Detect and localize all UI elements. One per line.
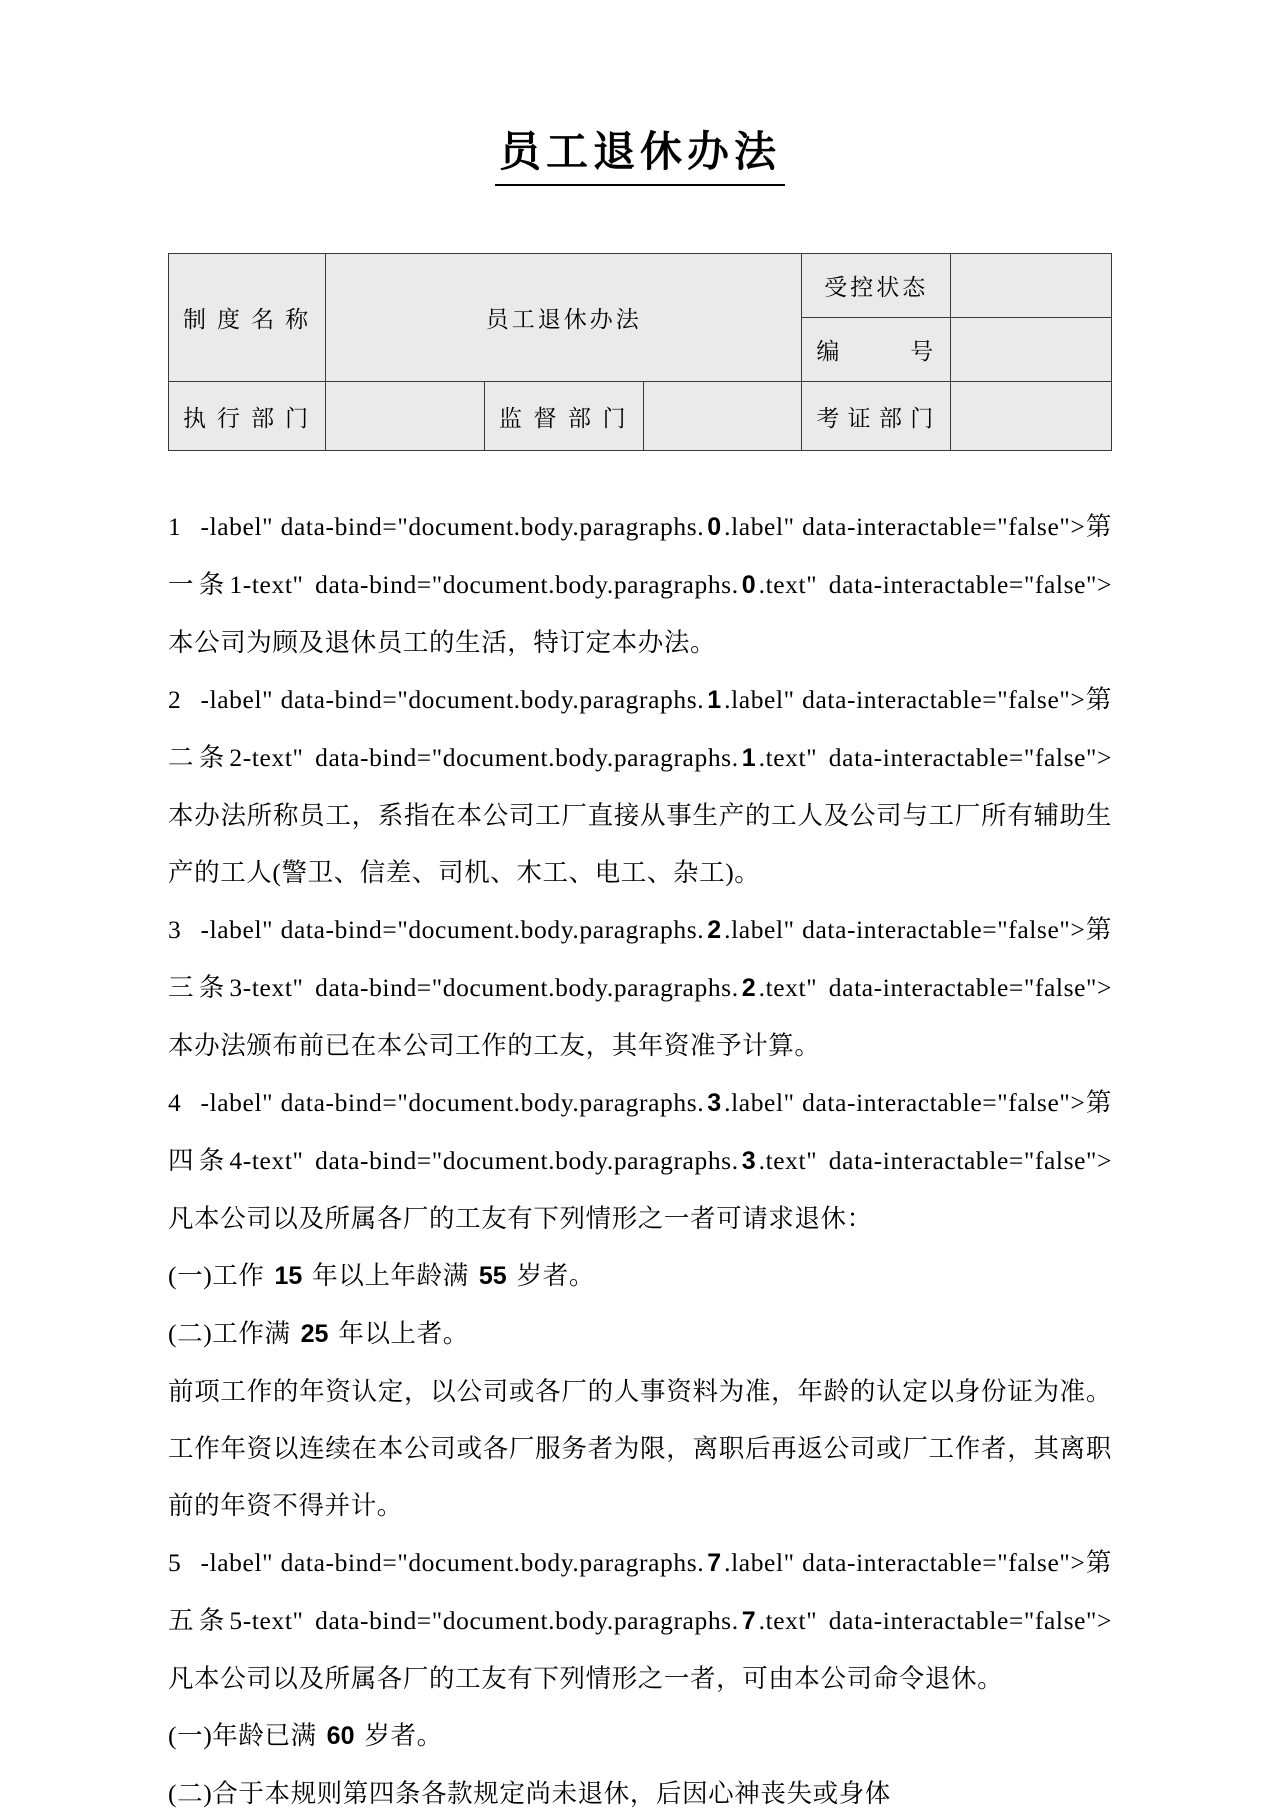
inline-number: 1 bbox=[741, 744, 756, 772]
executing-department-value[interactable] bbox=[326, 382, 485, 451]
inline-number: 2 bbox=[707, 916, 722, 944]
inline-number: 3 bbox=[741, 1147, 756, 1175]
inline-number: 7 bbox=[741, 1607, 756, 1635]
article-<span class=: 3 bbox=[229, 973, 243, 1002]
inline-number: 1 bbox=[707, 686, 722, 714]
supervising-department-label: 监督部门 bbox=[484, 382, 643, 451]
article-<span class=: 3 bbox=[168, 915, 182, 944]
serial-number-value[interactable] bbox=[951, 318, 1112, 382]
article-5-item-2: (二)合于本规则第四条各款规定尚未退休，后因心神丧失或身体 bbox=[168, 1779, 891, 1808]
article-<span class=: 2 bbox=[229, 743, 243, 772]
page-title-text: 员工退休办法 bbox=[495, 128, 785, 186]
article-<span class=: 1 bbox=[168, 512, 182, 541]
document-body bbox=[168, 498, 1112, 1810]
inline-number: 0 bbox=[741, 571, 756, 599]
article-<span class=: 4 bbox=[168, 1088, 182, 1117]
article-5-item-1: (一)年龄已满 60 岁者。 bbox=[168, 1721, 443, 1750]
supervising-department-value[interactable] bbox=[643, 382, 802, 451]
table-row bbox=[169, 382, 1112, 451]
article-2-paragraph: 2 -label" data-bind="document.body.paragraphs. 1 .label" data-interactable="false">第二条2-text" data-bind="document.body.paragraphs. 1 .text" data-interactable="false">本办法所称员工，系指在本公司工厂直接从事生产的工人及公司与工厂所有辅助生产的工人(警卫、信差、司机、木工、电工、杂工)。 bbox=[168, 685, 1112, 887]
page-title bbox=[0, 128, 1280, 186]
executing-department-label: 执行部门 bbox=[169, 382, 326, 451]
controlled-status-value[interactable] bbox=[951, 254, 1112, 318]
article-1-paragraph: 1 -label" data-bind="document.body.paragraphs. 0 .label" data-interactable="false">第一条1-text" data-bind="document.body.paragraphs. 0 .text" data-interactable="false">本公司为顾及退休员工的生活，特订定本办法。 bbox=[168, 512, 1112, 657]
inline-number: 25 bbox=[300, 1320, 329, 1348]
article-5-paragraph: 5 -label" data-bind="document.body.paragraphs. 7 .label" data-interactable="false">第五条5-text" data-bind="document.body.paragraphs. 7 .text" data-interactable="false">凡本公司以及所属各厂的工友有下列情形之一者，可由本公司命令退休。 bbox=[168, 1548, 1112, 1693]
inline-number: 3 bbox=[707, 1089, 722, 1117]
inline-number: 2 bbox=[741, 974, 756, 1002]
article-4-item-2: (二)工作满 25 年以上者。 bbox=[168, 1319, 469, 1348]
inline-number: 0 bbox=[707, 513, 722, 541]
table-row bbox=[169, 254, 1112, 318]
article-<span class=: 2 bbox=[168, 685, 182, 714]
article-3-paragraph: 3 -label" data-bind="document.body.paragraphs. 2 .label" data-interactable="false">第三条3-text" data-bind="document.body.paragraphs. 2 .text" data-interactable="false">本办法颁布前已在本公司工作的工友，其年资准予计算。 bbox=[168, 915, 1112, 1060]
verifying-department-label: 考证部门 bbox=[802, 382, 951, 451]
verifying-department-value[interactable] bbox=[951, 382, 1112, 451]
article-4-paragraph: 4 -label" data-bind="document.body.paragraphs. 3 .label" data-interactable="false">第四条4-text" data-bind="document.body.paragraphs. 3 .text" data-interactable="false">凡本公司以及所属各厂的工友有下列情形之一者可请求退休： bbox=[168, 1088, 1112, 1233]
article-<span class=: 4 bbox=[229, 1146, 243, 1175]
article-<span class=: 5 bbox=[229, 1606, 243, 1635]
inline-number: 15 bbox=[274, 1262, 303, 1290]
controlled-status-label: 受控状态 bbox=[802, 254, 951, 318]
system-name-value[interactable]: 员工退休办法 bbox=[326, 254, 802, 382]
inline-number: 60 bbox=[326, 1722, 355, 1750]
article-<span class=: 1 bbox=[229, 570, 243, 599]
system-name-label: 制度名称 bbox=[169, 254, 326, 382]
document-info-table bbox=[168, 253, 1112, 451]
inline-number: 55 bbox=[478, 1262, 507, 1290]
article-4-item-1: (一)工作 15 年以上年龄满 55 岁者。 bbox=[168, 1261, 595, 1290]
serial-number-label: 编 号 bbox=[802, 318, 951, 382]
article-<span class=: 5 bbox=[168, 1548, 182, 1577]
inline-number: 7 bbox=[707, 1549, 722, 1577]
article-4-note: 前项工作的年资认定，以公司或各厂的人事资料为准，年龄的认定以身份证为准。工作年资以连续在本公司或各厂服务者为限，离职后再返公司或厂工作者，其离职前的年资不得并计。 bbox=[168, 1377, 1112, 1520]
